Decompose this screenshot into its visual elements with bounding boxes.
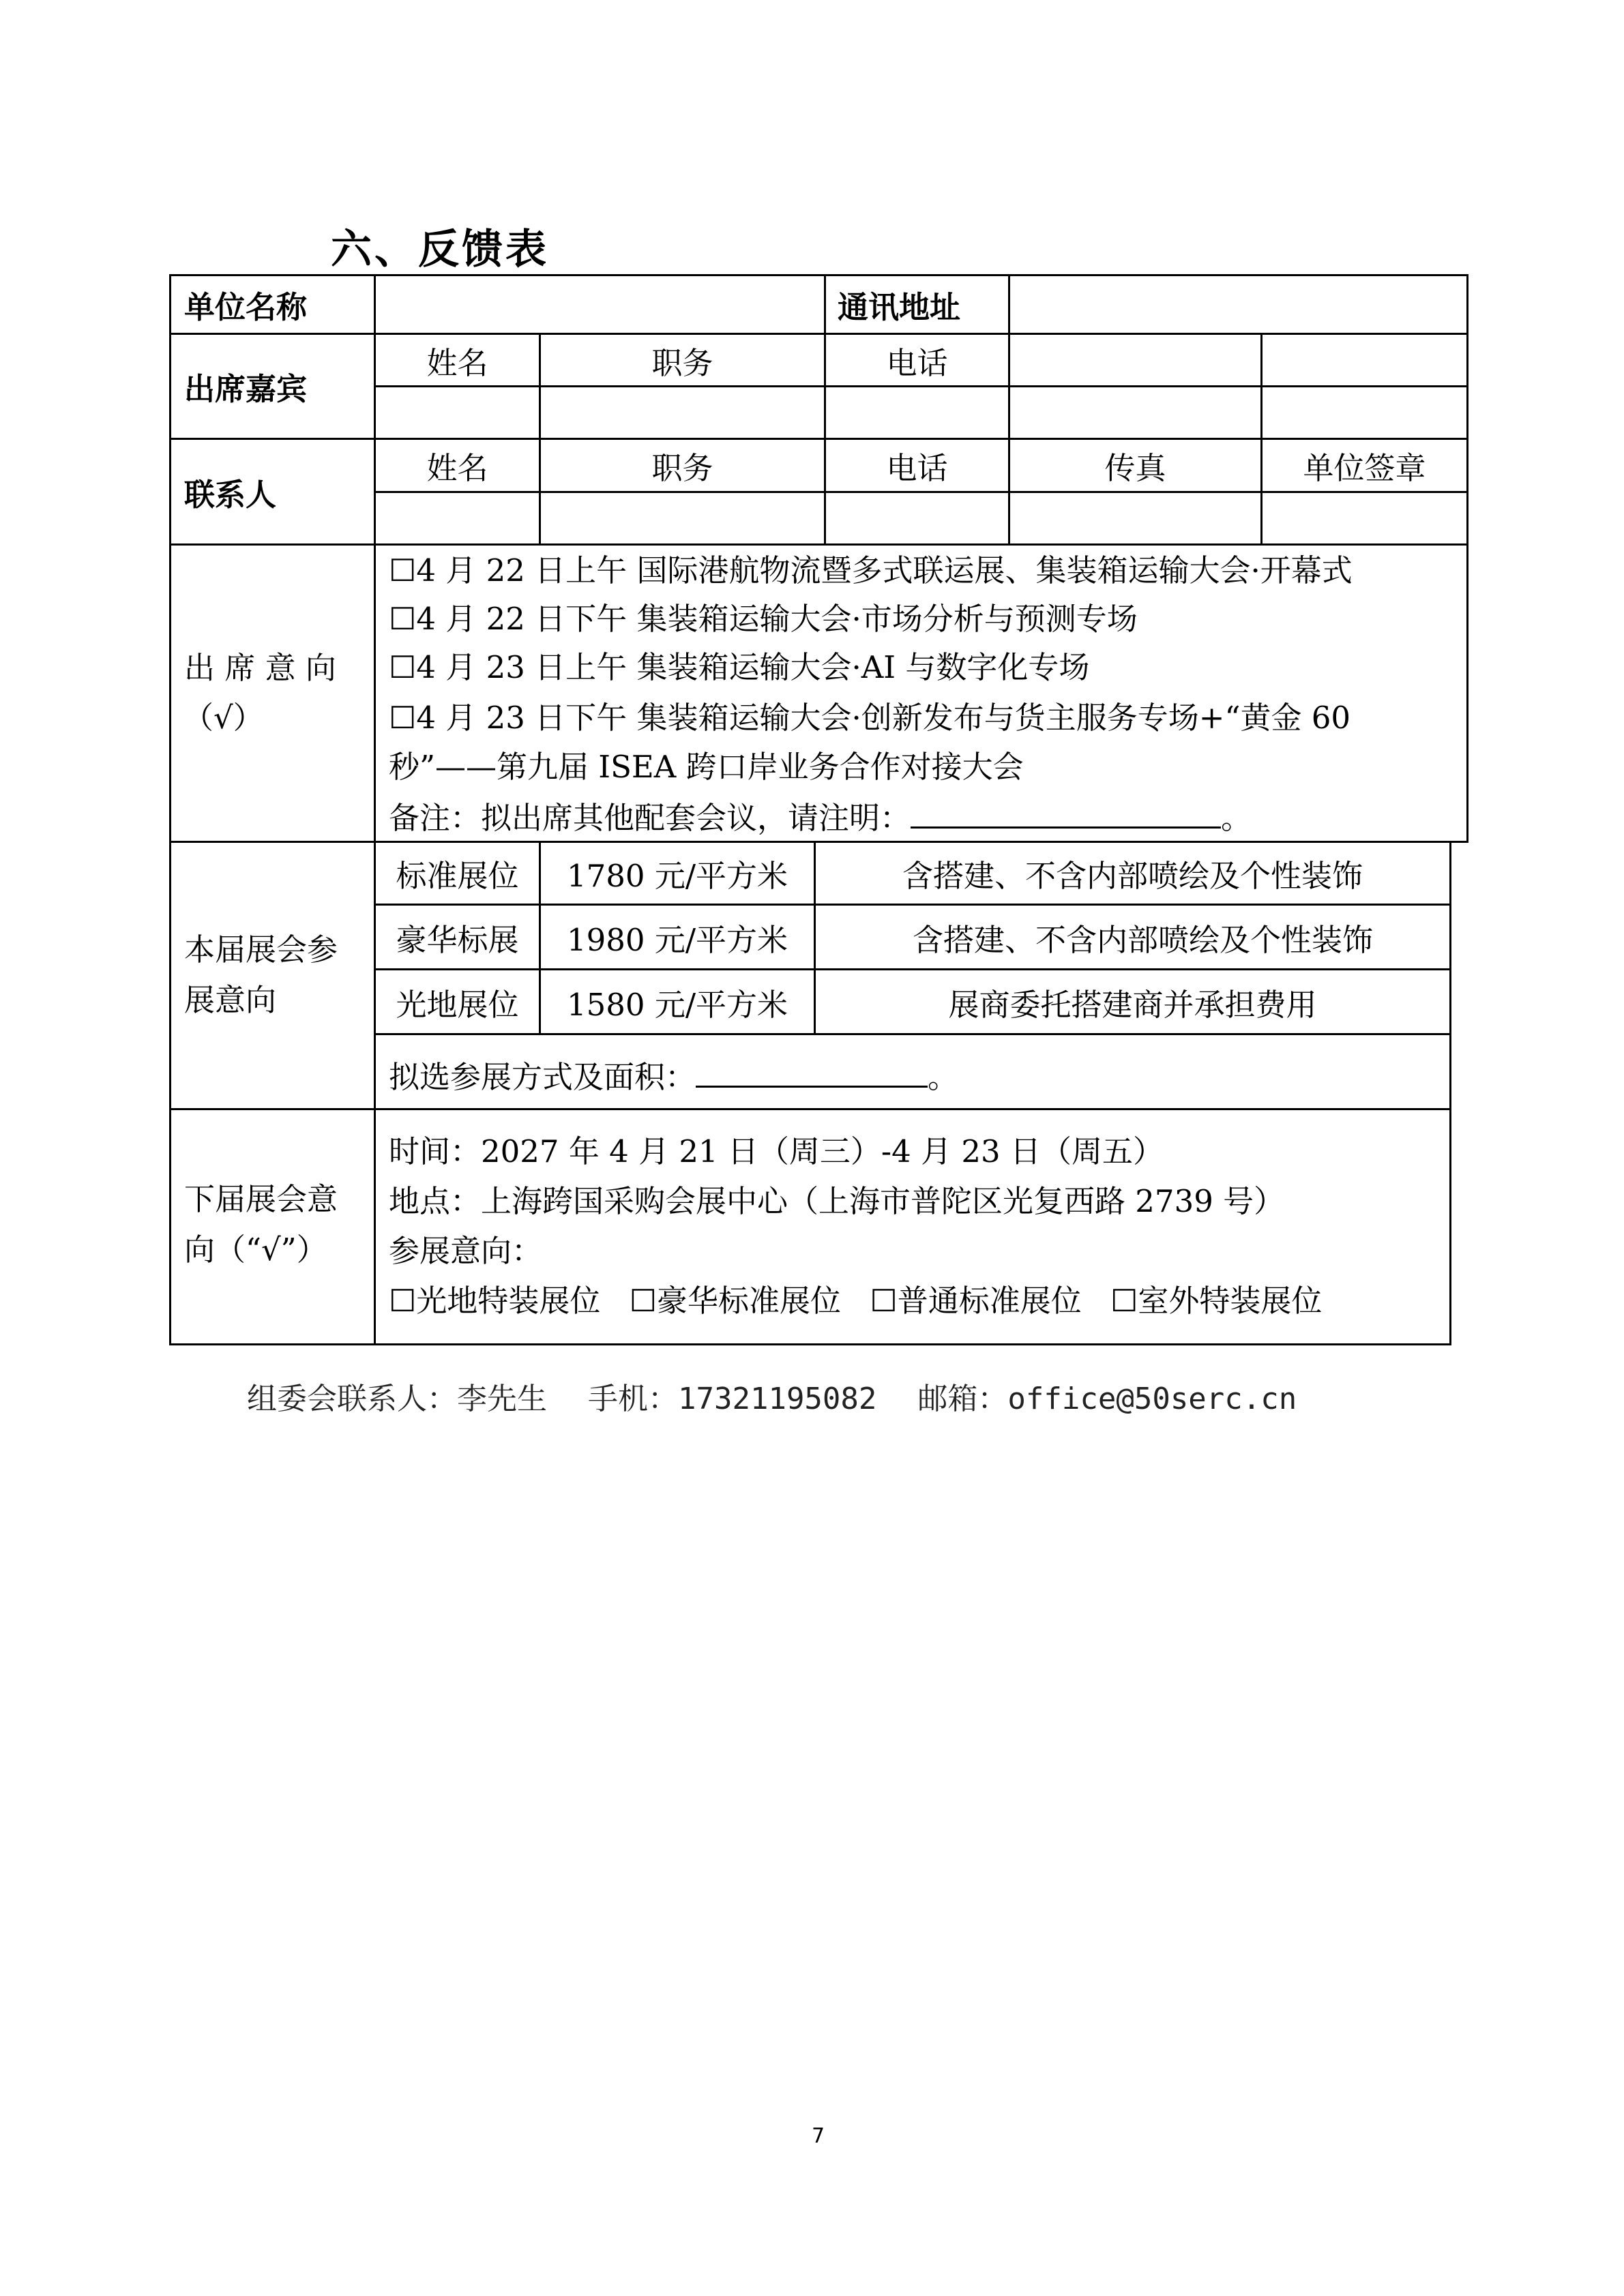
contact-phone-field[interactable] (826, 493, 1008, 543)
booth-desc-deluxe: 含搭建、不含内部喷绘及个性装饰 (913, 921, 1374, 958)
next-option-raw-special[interactable]: ☐光地特装展位 (389, 1283, 601, 1319)
address-field[interactable] (1010, 276, 1466, 333)
guest-name-field[interactable] (376, 387, 539, 438)
next-label-line1: 下届展会意 (184, 1181, 338, 1217)
checkbox-icon[interactable]: ☐ (1110, 1283, 1138, 1319)
checkbox-icon[interactable]: ☐ (629, 1283, 658, 1319)
checkbox-icon[interactable]: ☐ (389, 1283, 417, 1319)
contact-name-header: 姓名 (426, 450, 488, 486)
contact-phone-header: 电话 (886, 450, 948, 486)
address-label: 通讯地址 (838, 289, 961, 325)
booth-type-standard: 标准展位 (396, 858, 519, 894)
next-place: 地点：上海跨国采购会展中心（上海市普陀区光复西路 2739 号） (389, 1183, 1285, 1219)
booth-price-standard: 1780 元/平方米 (567, 858, 788, 894)
contact-fax-header: 传真 (1104, 450, 1166, 486)
checkbox-icon[interactable]: ☐ (389, 700, 417, 736)
next-options (389, 1283, 1323, 1319)
booth-type-deluxe: 豪华标展 (396, 921, 519, 958)
checkbox-icon[interactable]: ☐ (389, 601, 417, 637)
contact-label: 联系人 (184, 476, 277, 513)
organizer-phone: 手机：17321195082 (588, 1382, 877, 1416)
next-option-standard[interactable]: ☐普通标准展位 (870, 1283, 1082, 1319)
organizer-contact-person: 组委会联系人：李先生 (247, 1382, 547, 1416)
contact-fax-field[interactable] (1010, 493, 1260, 543)
guest-label: 出席嘉宾 (184, 371, 308, 407)
unit-name-field[interactable] (376, 276, 824, 333)
organizer-contact (247, 1374, 1297, 1418)
intent-note: 备注：拟出席其他配套会议，请注明： 。 (389, 800, 1252, 836)
intent-label-line2: （√） (183, 700, 264, 736)
contact-seal-header: 单位签章 (1303, 450, 1426, 486)
guest-phone-header: 电话 (886, 344, 948, 381)
intent-option-1[interactable]: ☐4 月 22 日上午 国际港航物流暨多式联运展、集装箱运输大会·开幕式 (389, 552, 1353, 588)
booth-desc-standard: 含搭建、不含内部喷绘及个性装饰 (902, 858, 1363, 894)
next-intent-label: 参展意向： (389, 1233, 543, 1269)
next-option-deluxe-standard[interactable]: ☐豪华标准展位 (629, 1283, 842, 1319)
intent-option-4-continuation: 秒”——第九届 ISEA 跨口岸业务合作对接大会 (389, 749, 1024, 785)
next-option-outdoor-special[interactable]: ☐室外特装展位 (1110, 1283, 1323, 1319)
contact-position-field[interactable] (541, 493, 824, 543)
checkbox-icon[interactable]: ☐ (389, 649, 417, 685)
guest-name-header: 姓名 (426, 344, 488, 381)
next-label-line2: 向（“√”） (184, 1232, 327, 1268)
booth-price-deluxe: 1980 元/平方米 (567, 921, 788, 958)
next-time: 时间：2027 年 4 月 21 日（周三）-4 月 23 日（周五） (389, 1133, 1164, 1169)
booth-desc-raw: 展商委托搭建商并承担费用 (948, 986, 1317, 1023)
booth-label-line1: 本届展会参 (184, 931, 338, 968)
booth-choice: 拟选参展方式及面积： 。 (389, 1059, 959, 1095)
intent-option-3[interactable]: ☐4 月 23 日上午 集装箱运输大会·AI 与数字化专场 (389, 649, 1090, 685)
contact-position-header: 职务 (651, 450, 713, 486)
intent-note-input[interactable] (911, 799, 1221, 829)
page-number: 7 (812, 2124, 825, 2148)
booth-label-line2: 展意向 (184, 982, 277, 1018)
contact-name-field[interactable] (376, 493, 539, 543)
booth-choice-input[interactable] (696, 1058, 928, 1088)
page-title: 六、反馈表 (331, 226, 549, 273)
guest-position-field[interactable] (541, 387, 824, 438)
intent-label-line1: 出 席 意 向 (184, 650, 336, 686)
unit-name-label: 单位名称 (184, 289, 308, 325)
checkbox-icon[interactable]: ☐ (870, 1283, 898, 1319)
booth-type-raw: 光地展位 (396, 986, 519, 1023)
booth-price-raw: 1580 元/平方米 (567, 986, 788, 1023)
organizer-email: 邮箱：office@50serc.cn (917, 1382, 1297, 1416)
guest-position-header: 职务 (651, 344, 713, 381)
checkbox-icon[interactable]: ☐ (389, 552, 417, 588)
intent-option-2[interactable]: ☐4 月 22 日下午 集装箱运输大会·市场分析与预测专场 (389, 601, 1138, 637)
guest-phone-field[interactable] (826, 387, 1008, 438)
intent-option-4[interactable]: ☐4 月 23 日下午 集装箱运输大会·创新发布与货主服务专场+“黄金 60 (389, 700, 1351, 736)
contact-seal-field[interactable] (1263, 493, 1466, 543)
